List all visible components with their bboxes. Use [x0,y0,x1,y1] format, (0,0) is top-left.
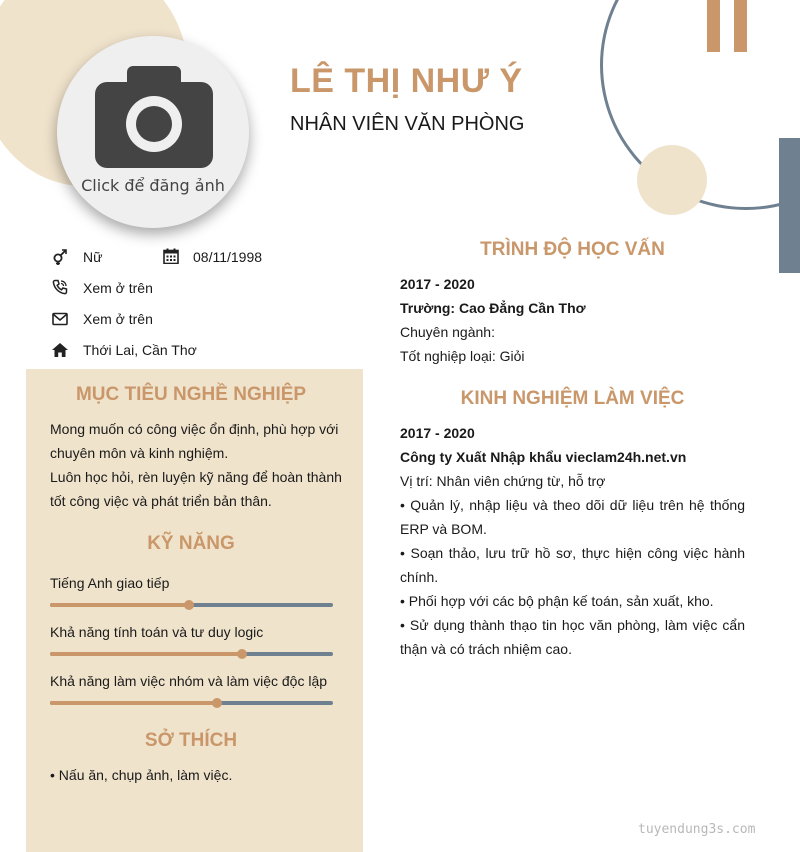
objective-line: chuyên môn và kinh nghiệm. [50,445,229,461]
education-title: TRÌNH ĐỘ HỌC VẤN [480,239,665,260]
mail-icon [52,311,68,327]
objective-line: tốt công việc và phát triển bản thân. [50,493,272,509]
education-period: 2017 - 2020 [400,276,475,292]
phone-value: Xem ở trên [83,280,153,296]
skill-bar-fill [50,603,189,607]
objective-text [50,417,350,513]
gender-value: Nữ [83,249,103,265]
hobbies-title: SỞ THÍCH [144,730,238,751]
calendar-icon [163,248,179,264]
home-icon [52,342,68,358]
education-school: Trường: Cao Đẳng Cần Thơ [400,300,586,316]
education-major: Chuyên ngành: [400,324,495,340]
skill-bar [50,603,333,607]
skill-bar-fill [50,701,217,705]
skill-bar-knob [212,698,222,708]
objective-title: MỤC TIÊU NGHỀ NGHIỆP [75,384,307,405]
education-grade: Tốt nghiệp loại: Giỏi [400,348,525,364]
skill-label: Khả năng làm việc nhóm và làm việc độc lập [50,673,328,689]
address-value: Thới Lai, Cần Thơ [83,342,197,358]
decor-bar [734,0,747,52]
experience-duty: • Phối hợp với các bộ phận kế toán, sản xuất, kho. [400,593,714,609]
skill-bar [50,701,333,705]
dob-value: 08/11/1998 [193,249,263,265]
experience-duty: • Quản lý, nhập liệu và theo dõi dữ liệu trên hệ thống ERP và BOM. [400,497,745,537]
skill-bar-fill [50,652,242,656]
avatar-upload[interactable] [57,36,249,228]
experience-position: Vị trí: Nhân viên chứng từ, hỗ trợ [400,473,606,489]
skill-bar [50,652,333,656]
skill-bar-knob [184,600,194,610]
watermark: tuyendung3s.com [638,822,756,837]
decor-bar [707,0,720,52]
decor-dot [637,145,707,215]
phone-icon [52,279,68,295]
email-value: Xem ở trên [83,311,153,327]
skill-label: Khả năng tính toán và tư duy logic [50,624,264,640]
candidate-title: NHÂN VIÊN VĂN PHÒNG [290,113,525,135]
gender-icon [52,249,68,265]
hobbies-text: • Nấu ăn, chụp ảnh, làm việc. [50,767,233,783]
experience-block [400,421,745,661]
skill-label: Tiếng Anh giao tiếp [50,575,170,591]
experience-duty: • Soạn thảo, lưu trữ hồ sơ, thực hiện công việc hành chính. [400,545,745,585]
objective-line: Mong muốn có công việc ổn định, phù hợp với [50,421,339,437]
objective-line: Luôn học hỏi, rèn luyện kỹ năng để hoàn thành [50,469,342,485]
candidate-name: LÊ THỊ NHƯ Ý [290,62,523,100]
decor-side-bar [779,138,800,273]
avatar-label: Click để đăng ảnh [81,176,225,195]
camera-icon [95,66,213,168]
experience-company: Công ty Xuất Nhập khẩu vieclam24h.net.vn [400,449,687,465]
education-block [400,272,745,368]
experience-duty: • Sử dụng thành thạo tin học văn phòng, làm việc cẩn thận và có trách nhiệm cao. [400,617,745,657]
experience-period: 2017 - 2020 [400,425,475,441]
experience-title: KINH NGHIỆM LÀM VIỆC [460,388,685,409]
skills-title: KỸ NĂNG [147,533,235,554]
